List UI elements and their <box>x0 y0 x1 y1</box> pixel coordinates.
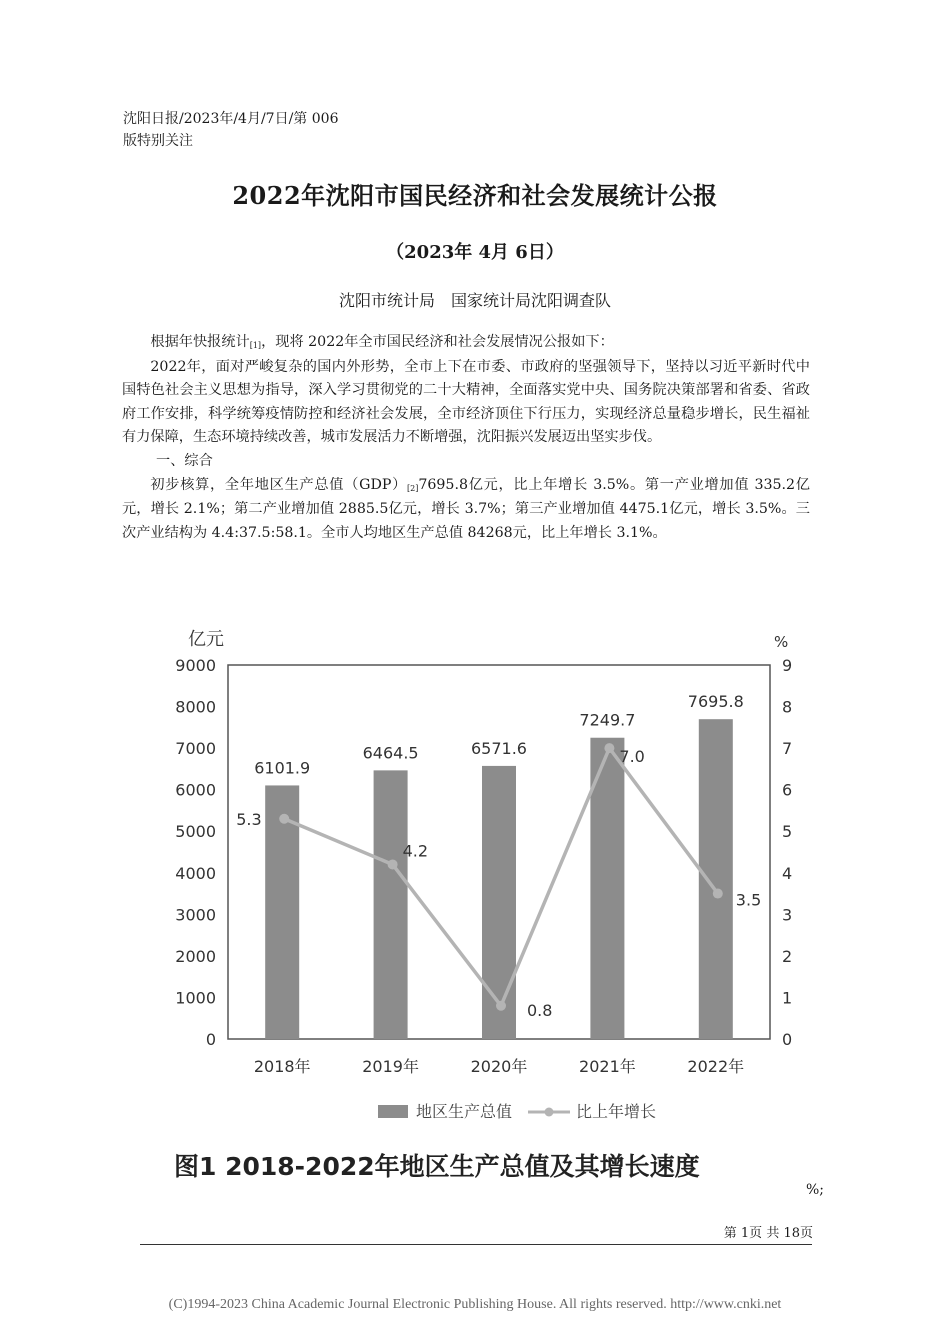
footnote-ref-1[interactable]: [1] <box>249 341 262 350</box>
x-category-label: 2020年 <box>470 1057 528 1076</box>
intro-text-b: ，现将 2022年全市国民经济和社会发展情况公报如下： <box>261 334 614 350</box>
gdp-bar-label: 6464.5 <box>362 743 419 763</box>
copyright-notice: (C)1994-2023 China Academic Journal Electronic Publishing House. All rights reserved. http://www.cnki.net <box>168 1297 782 1312</box>
y-right-tick-label: 7 <box>782 739 793 759</box>
y-right-tick-label: 3 <box>782 905 793 925</box>
y-right-tick-label: 2 <box>782 946 793 966</box>
y-axis-right-ticks <box>782 656 792 1049</box>
growth-point <box>496 1001 506 1011</box>
document-title: 2022年沈阳市国民经济和社会发展统计公报 <box>232 181 718 210</box>
section-heading-comprehensive: 一、综合 <box>156 452 213 469</box>
publish-date: （2023年 4月 6日） <box>386 242 564 263</box>
y-left-tick-label: 5000 <box>175 822 216 842</box>
gdp-text-b: 7695.8亿元，比上年增长 3.5%。第一产业增加值 335.2亿元，增长 2.1%；第二产业增加值 2885.5亿元，增长 3.7%；第三产业增加值 4475.1亿元，增长 3.5%。三次产业结构为 4.4:37.5:58.1。全市人均地区生产总值 84268元，比上年增长 3.1%。 <box>122 476 810 541</box>
gdp-text-a: 初步核算，全年地区生产总值（GDP） <box>150 476 407 493</box>
growth-point-label: 5.3 <box>236 809 262 829</box>
legend-line-marker <box>545 1108 554 1117</box>
chart-title: 图1 2018-2022年地区生产总值及其增长速度 <box>174 1152 700 1181</box>
gdp-bar-label: 7695.8 <box>687 692 744 712</box>
y-left-tick-label: 7000 <box>175 739 216 759</box>
growth-point <box>279 814 289 824</box>
y-axis-left-label: 亿元 <box>188 629 224 650</box>
gdp-chart-svg <box>150 615 810 1195</box>
gdp-bar <box>699 719 733 1039</box>
document-body <box>122 331 810 545</box>
page-number: 第 1页 共 18页 <box>723 1226 813 1241</box>
legend-line-label: 比上年增长 <box>576 1102 657 1121</box>
legend-bar-swatch <box>378 1105 408 1118</box>
source-info <box>123 108 523 152</box>
gdp-bar-label: 6101.9 <box>254 758 311 778</box>
y-left-tick-label: 6000 <box>175 780 216 800</box>
y-axis-left-ticks <box>175 656 216 1049</box>
footer-divider <box>140 1244 812 1245</box>
y-left-tick-label: 0 <box>205 1030 216 1049</box>
y-left-tick-label: 9000 <box>175 656 216 675</box>
gdp-bar <box>374 770 408 1039</box>
legend-bar-label: 地区生产总值 <box>416 1102 513 1121</box>
growth-point-label: 0.8 <box>527 1000 553 1020</box>
growth-point-label: 4.2 <box>402 841 429 861</box>
y-right-tick-label: 8 <box>782 697 793 717</box>
x-category-label: 2019年 <box>362 1057 419 1076</box>
y-right-tick-label: 9 <box>782 656 793 675</box>
y-left-tick-label: 1000 <box>175 988 216 1008</box>
y-right-tick-label: 0 <box>782 1030 793 1049</box>
y-axis-right-label: % <box>774 633 789 651</box>
y-right-tick-label: 4 <box>782 863 793 883</box>
growth-point-label: 7.0 <box>619 747 645 767</box>
gdp-paragraph <box>122 474 810 546</box>
growth-point <box>713 889 723 899</box>
growth-point <box>388 859 398 869</box>
growth-point <box>604 743 614 753</box>
intro-text-a: 根据年快报统计 <box>150 334 250 350</box>
gdp-bar-label: 6571.6 <box>471 738 527 758</box>
x-axis-categories <box>254 1057 744 1076</box>
y-left-tick-label: 4000 <box>175 863 216 883</box>
y-right-tick-label: 5 <box>782 822 793 842</box>
gdp-bar <box>482 766 516 1039</box>
footnote-ref-2[interactable]: [2] <box>407 483 419 493</box>
intro-paragraph <box>122 331 810 356</box>
y-left-tick-label: 3000 <box>175 905 216 925</box>
x-category-label: 2022年 <box>687 1057 745 1076</box>
y-right-tick-label: 1 <box>782 988 793 1008</box>
gdp-bar-label: 7249.7 <box>579 710 636 730</box>
source-line-2: 版特别关注 <box>123 133 193 149</box>
trailing-text: %; <box>806 1182 825 1198</box>
x-category-label: 2018年 <box>253 1057 311 1076</box>
chart-legend <box>378 1102 656 1121</box>
x-category-label: 2021年 <box>579 1057 636 1076</box>
overview-paragraph: 2022年，面对严峻复杂的国内外形势，全市上下在市委、市政府的坚强领导下，坚持以习近平新时代中国特色社会主义思想为指导，深入学习贯彻党的二十大精神，全面落实党中央、国务院决策部署和省委、省政府工作安排，科学统筹疫情防控和经济社会发展，全市经济顶住下行压力，实现经济总量稳步增长，民生福祉有力保障，生态环境持续改善，城市发展活力不断增强，沈阳振兴发展迈出坚实步伐。 <box>122 358 810 446</box>
y-right-tick-label: 6 <box>782 780 793 800</box>
y-left-tick-label: 2000 <box>175 946 216 966</box>
authors: 沈阳市统计局 国家统计局沈阳调查队 <box>338 291 611 310</box>
y-left-tick-label: 8000 <box>175 697 216 717</box>
gdp-chart <box>150 615 810 1195</box>
growth-point-label: 3.5 <box>735 890 762 910</box>
source-line-1: 沈阳日报/2023年/4月/7日/第 006 <box>123 111 339 127</box>
